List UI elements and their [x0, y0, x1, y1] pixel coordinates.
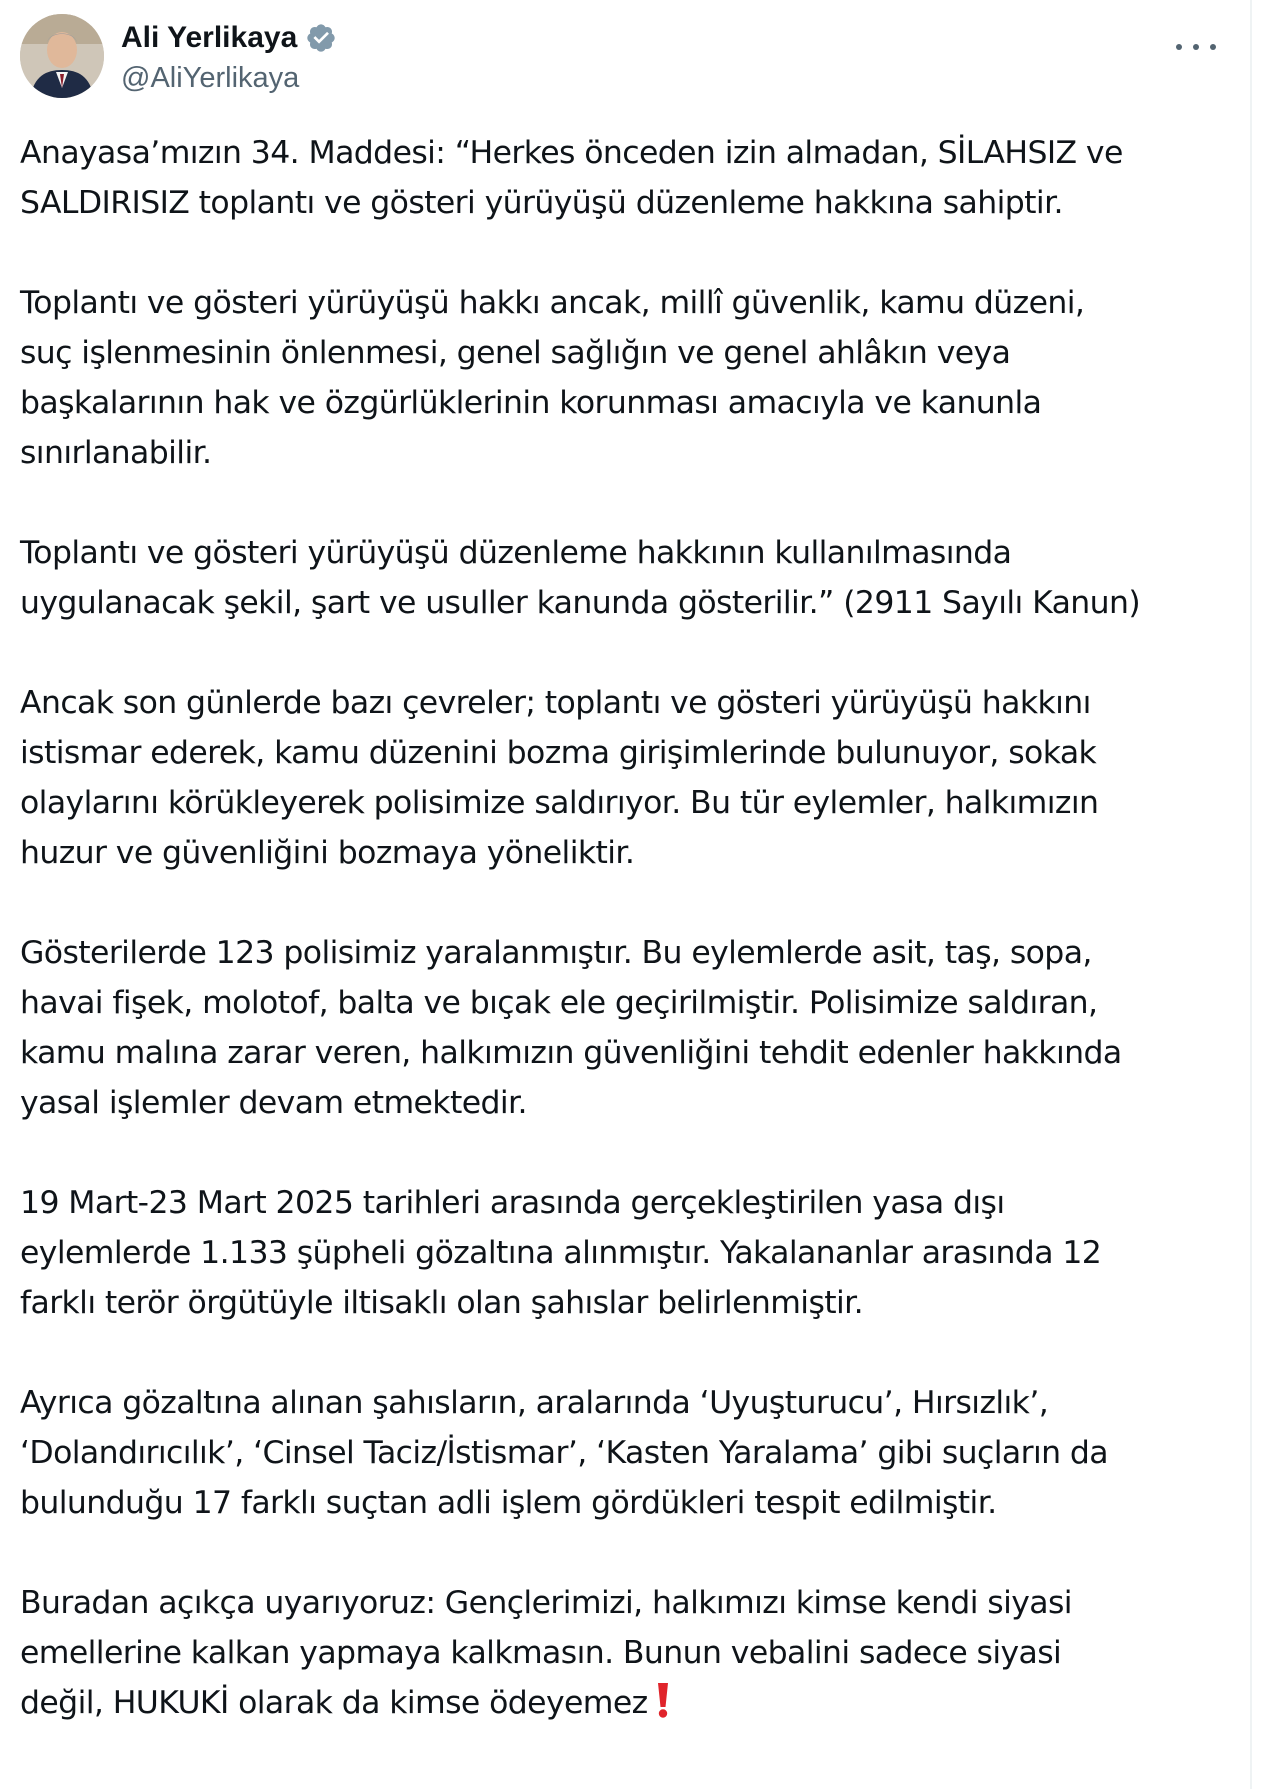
- avatar-image: [20, 14, 104, 98]
- text-line: havai fişek, molotof, balta ve bıçak ele geçirilmiştir. Polisimize saldıran,: [20, 985, 1098, 1021]
- text-line: değil, HUKUKİ olarak da kimse ödeyemez: [20, 1685, 648, 1721]
- text-line: bulunduğu 17 farklı suçtan adli işlem gördükleri tespit edilmiştir.: [20, 1485, 997, 1521]
- tweet-paragraph: [20, 678, 1235, 878]
- exclamation-mark-icon: [656, 1681, 670, 1719]
- tweet-header: [18, 12, 1228, 102]
- text-line: SALDIRISIZ toplantı ve gösteri yürüyüşü düzenleme hakkına sahiptir.: [20, 185, 1063, 221]
- text-line: Ayrıca gözaltına alınan şahısların, aralarında ‘Uyuşturucu’, Hırsızlık’,: [20, 1385, 1049, 1421]
- column-divider: [1250, 0, 1252, 1789]
- more-options-icon[interactable]: [1176, 32, 1216, 62]
- text-line: Gösterilerde 123 polisimiz yaralanmıştır. Bu eylemlerde asit, taş, sopa,: [20, 935, 1092, 971]
- text-line: eylemlerde 1.133 şüpheli gözaltına alınmıştır. Yakalananlar arasında 12: [20, 1235, 1102, 1271]
- text-line-last: [20, 1678, 1235, 1728]
- text-line: kamu malına zarar veren, halkımızın güvenliğini tehdit edenler hakkında: [20, 1035, 1122, 1071]
- tweet-paragraph: [20, 1378, 1235, 1528]
- text-line: Buradan açıkça uyarıyoruz: Gençlerimizi, halkımızı kimse kendi siyasi: [20, 1585, 1072, 1621]
- author-display-name[interactable]: Ali Yerlikaya: [121, 21, 298, 54]
- text-line: Anayasa’mızın 34. Maddesi: “Herkes önceden izin almadan, SİLAHSIZ ve: [20, 135, 1123, 171]
- text-line: suç işlenmesinin önlenmesi, genel sağlığın ve genel ahlâkın veya: [20, 335, 1011, 371]
- tweet-paragraph: [20, 928, 1235, 1128]
- text-line: 19 Mart-23 Mart 2025 tarihleri arasında gerçekleştirilen yasa dışı: [20, 1185, 1005, 1221]
- text-line: emellerine kalkan yapmaya kalkmasın. Bunun vebalini sadece siyasi: [20, 1635, 1062, 1671]
- text-line: yasal işlemler devam etmektedir.: [20, 1085, 527, 1121]
- text-line: Ancak son günlerde bazı çevreler; toplantı ve gösteri yürüyüşü hakkını: [20, 685, 1091, 721]
- tweet-paragraph: [20, 1578, 1235, 1728]
- tweet-paragraph: [20, 128, 1235, 228]
- text-line: Toplantı ve gösteri yürüyüşü düzenleme hakkının kullanılmasında: [20, 535, 1012, 571]
- author-name-row: [121, 18, 337, 58]
- text-line: olaylarını körükleyerek polisimize saldırıyor. Bu tür eylemler, halkımızın: [20, 785, 1099, 821]
- text-line: istismar ederek, kamu düzenini bozma girişimlerinde bulunuyor, sokak: [20, 735, 1097, 771]
- text-line: farklı terör örgütüyle iltisaklı olan şahıslar belirlenmiştir.: [20, 1285, 864, 1321]
- avatar[interactable]: [20, 14, 104, 98]
- author-handle[interactable]: @AliYerlikaya: [121, 62, 300, 94]
- text-line: başkalarının hak ve özgürlüklerinin korunması amacıyla ve kanunla: [20, 385, 1042, 421]
- tweet-paragraph: [20, 1178, 1235, 1328]
- tweet-paragraph: [20, 528, 1235, 628]
- text-line: Toplantı ve gösteri yürüyüşü hakkı ancak, millî güvenlik, kamu düzeni,: [20, 285, 1085, 321]
- text-line: ‘Dolandırıcılık’, ‘Cinsel Taciz/İstismar’, ‘Kasten Yaralama’ gibi suçların da: [20, 1435, 1108, 1471]
- tweet-paragraph: [20, 278, 1235, 478]
- tweet-text: [20, 128, 1235, 1778]
- text-line: huzur ve güvenliğini bozmaya yöneliktir.: [20, 835, 635, 871]
- verified-badge-icon: [305, 22, 337, 54]
- text-line: uygulanacak şekil, şart ve usuller kanunda gösterilir.” (2911 Sayılı Kanun): [20, 585, 1141, 621]
- text-line: sınırlanabilir.: [20, 435, 212, 471]
